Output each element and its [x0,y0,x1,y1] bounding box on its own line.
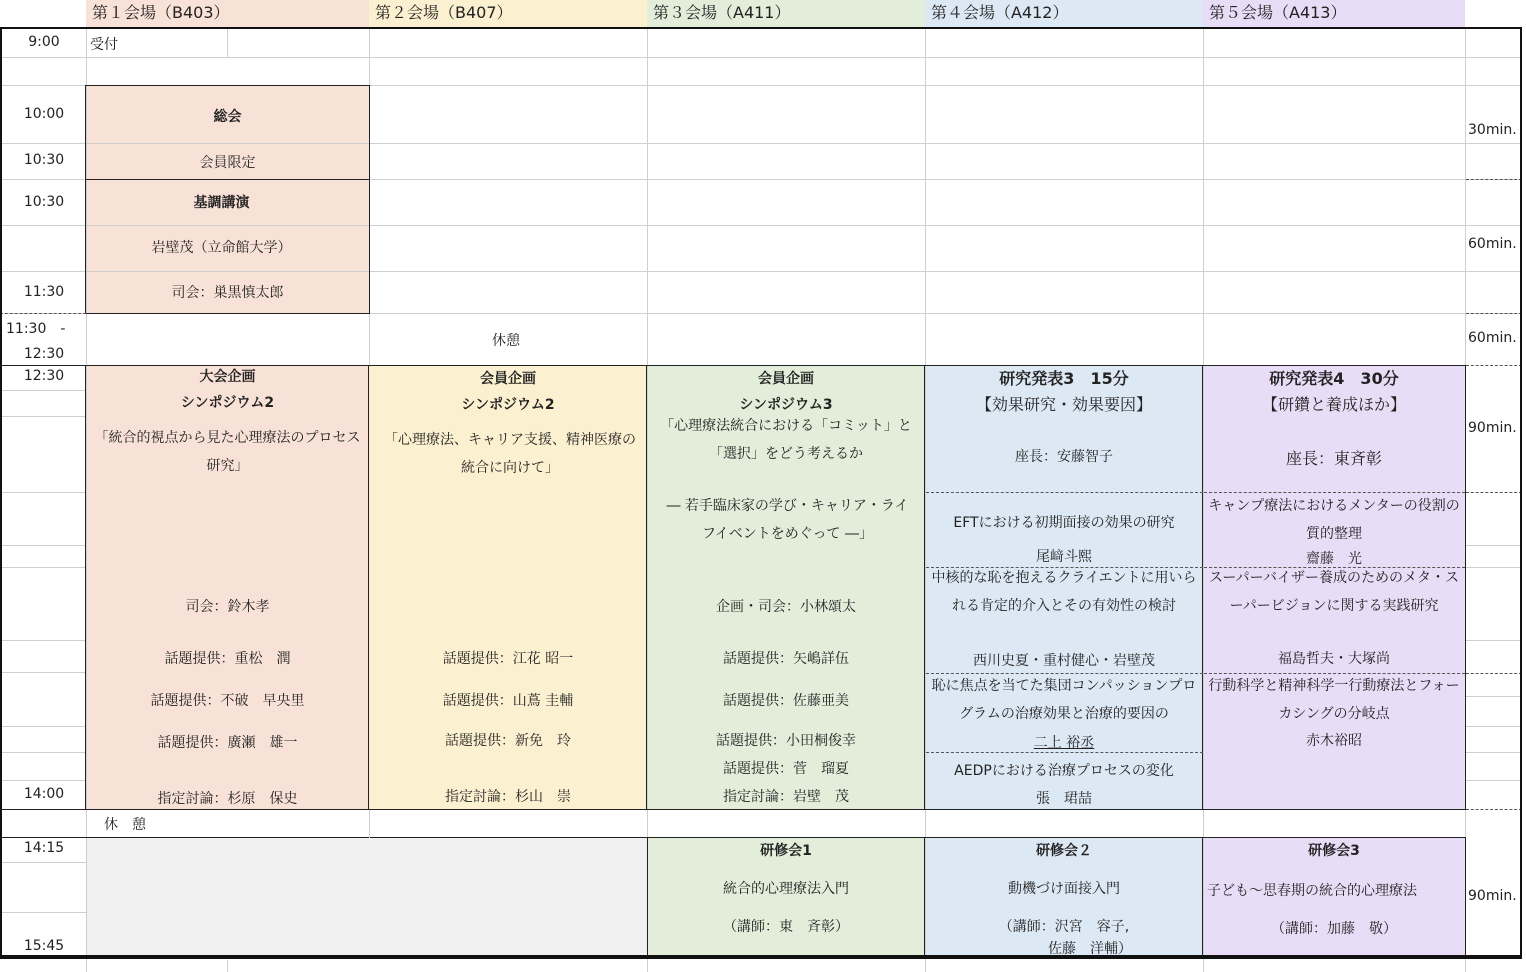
r4-title: 研究発表4 30分 [1269,369,1399,388]
s2-title1: 会員企画 [480,371,536,387]
s2-disc: 指定討論：杉山 崇 [445,789,571,805]
s1-theme: 「統合的視点から見た心理療法のプロセス研究」 [94,430,361,474]
s2-p1: 話題提供：江花 昭一 [442,651,574,667]
duration-3: 60min. [1468,330,1517,346]
s3-p4: 話題提供：菅 瑠夏 [723,761,849,777]
r3-title: 研究発表3 15分 [999,369,1129,388]
r4-a3-author: 赤木裕昭 [1306,733,1362,749]
s3-disc: 指定討論：岩壁 茂 [723,789,849,805]
reception-label: 受付 [90,37,118,53]
w1-title: 研修会1 [760,843,812,859]
break2-line [0,809,1466,810]
general-note: 会員限定 [199,155,256,171]
r4-a2-title: スーパーバイザー養成のためのメタ・スーパービジョンに関する実践研究 [1209,570,1459,614]
time-1130b: 11:30 - [6,321,66,337]
time-1030b: 10:30 [23,194,65,210]
r3-a2-author: 西川史夏・重村健心・岩壁茂 [973,653,1155,669]
time-1545: 15:45 [23,938,65,954]
r4-a2-author: 福島哲夫・大塚尚 [1278,651,1390,667]
s1-p2: 話題提供：不破 早央里 [150,693,305,709]
r3-topic: 【効果研究・効果要因】 [975,395,1152,414]
r4-chair: 座長：東斉彰 [1285,449,1382,468]
s2-title2: シンポジウム2 [461,397,555,413]
w2-topic: 動機づけ面接入門 [1008,881,1120,897]
r3-a1-title: EFTにおける初期面接の効果の研究 [953,515,1175,531]
time-1030a: 10:30 [23,152,65,168]
r4-a1-title: キャンプ療法におけるメンターの役割の質的整理 [1208,498,1460,542]
duration-2: 60min. [1468,236,1517,252]
r4-topic: 【研鑽と養成ほか】 [1261,395,1406,414]
s3-title2: シンポジウム3 [739,397,833,413]
s1-title1: 大会企画 [199,369,256,385]
venue-header-2: 第２会場（B407） [369,0,647,27]
time-1000: 10:00 [23,106,65,122]
venue-header-3: 第３会場（A411） [647,0,925,27]
r3-a1-author: 尾﨑斗熙 [1036,549,1092,565]
r4-a1-author: 齋藤 光 [1306,551,1362,567]
w3-topic: 子ども～思春期の統合的心理療法 [1207,883,1417,899]
s1-p3: 話題提供：廣瀬 雄一 [157,735,298,751]
venue-header-4: 第４会場（A412） [925,0,1203,27]
time-0900: 9:00 [28,34,60,50]
s2-p2: 話題提供：山蔦 圭輔 [442,693,574,709]
r3-a3-author: 二上 裕丞 [1033,735,1095,751]
r3-a4-author: 張 珺喆 [1036,791,1092,807]
keynote-chair: 司会：巣黒慎太郎 [171,285,284,301]
s2-p3: 話題提供：新免 玲 [445,733,571,749]
s3-theme: 「心理療法統合における「コミット」と「選択」をどう考えるか [660,418,912,462]
w2-lecturer-1: （講師：沢宮 容子, [998,919,1130,935]
time-1130a: 11:30 [23,284,65,300]
s3-sub: ― 若手臨床家の学び・キャリア・ライフイベントをめぐって ―」 [666,498,909,542]
general-title: 総会 [213,109,242,125]
w2-title: 研修会２ [1036,843,1092,859]
time-1230b: 12:30 [23,368,65,384]
s3-title1: 会員企画 [758,371,814,387]
r3-a4-title: AEDPにおける治療プロセスの変化 [954,763,1174,779]
s3-chair: 企画・司会：小林頌太 [716,599,856,615]
s1-disc: 指定討論：杉原 保史 [157,791,298,807]
s3-p3: 話題提供：小田桐俊幸 [716,733,856,749]
venue-header-5: 第５会場（A413） [1203,0,1465,27]
time-1230a: 12:30 [23,346,65,362]
s2-theme: 「心理療法、キャリア支援、精神医療の統合に向けて」 [384,432,636,476]
keynote-title: 基調講演 [193,195,250,211]
r3-a3-title: 恥に焦点を当てた集団コンパッションプログラムの治療効果と治療的要因の [931,678,1197,722]
break-label-1: 休憩 [492,333,520,349]
s1-p1: 話題提供：重松 潤 [164,651,291,667]
r4-a3-title: 行動科学と精神科学一行動療法とフォーカシングの分岐点 [1208,678,1460,722]
venue-header-1: 第１会場（B403） [86,0,369,27]
break-label-2: 休 憩 [104,817,146,833]
s1-title2: シンポジウム2 [180,395,275,411]
w1-lecturer: （講師：東 斉彰） [723,919,849,935]
s3-p2: 話題提供：佐藤亜美 [723,693,849,709]
time-1415: 14:15 [23,840,65,856]
w3-lecturer: （講師：加藤 敬） [1271,921,1397,937]
duration-1: 30min. [1468,122,1517,138]
s1-chair: 司会：鈴木孝 [185,599,270,615]
w2-lecturer-2: 佐藤 洋輔） [1048,941,1132,957]
r3-a2-title: 中核的な恥を抱えるクライエントに用いられる肯定的介入とその有効性の検討 [931,570,1197,614]
keynote-speaker: 岩壁茂（立命館大学） [151,240,292,256]
duration-4: 90min. [1468,420,1517,436]
r3-chair: 座長：安藤智子 [1015,449,1113,465]
s3-p1: 話題提供：矢嶋詳伍 [723,651,849,667]
w1-topic: 統合的心理療法入門 [723,881,849,897]
duration-5: 90min. [1468,888,1517,904]
w3-title: 研修会3 [1308,843,1360,859]
time-1400: 14:00 [23,786,65,802]
